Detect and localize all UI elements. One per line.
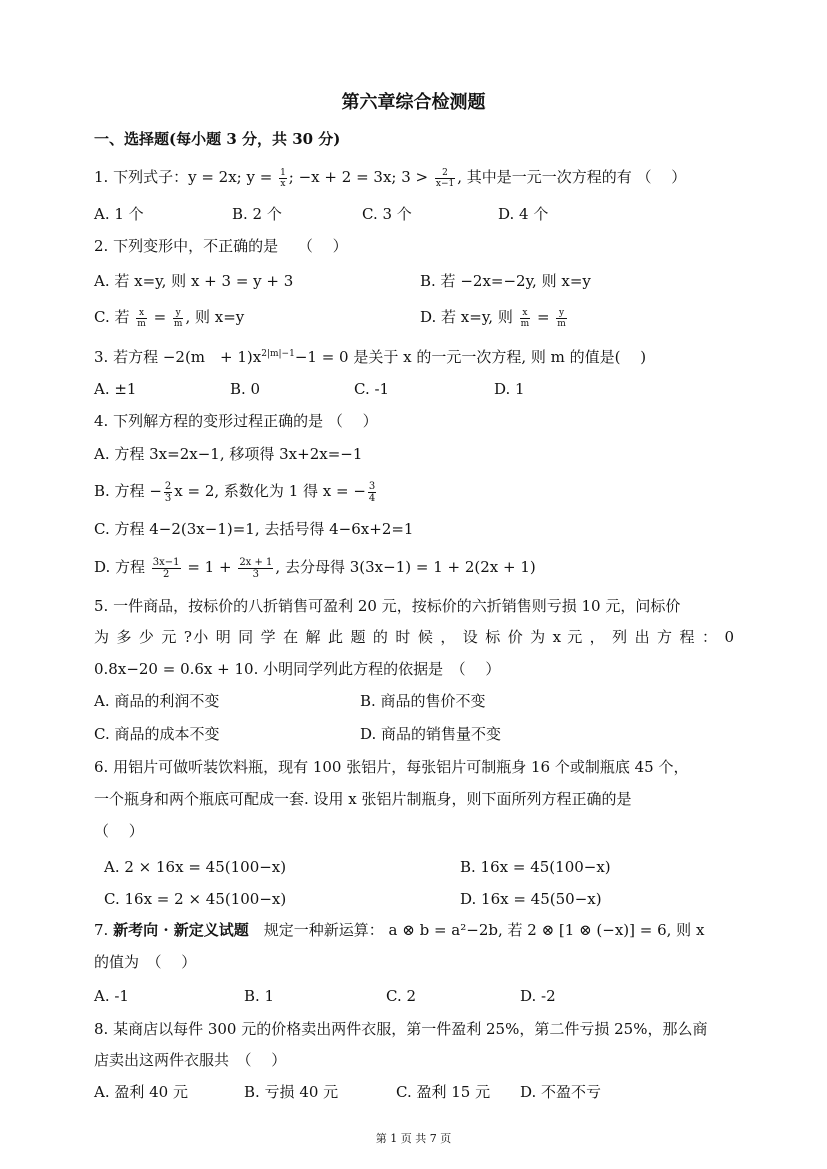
question-8-line-2: 店卖出这两件衣服共 （ ） bbox=[94, 1051, 287, 1069]
question-6-line-3: （ ） bbox=[94, 822, 144, 840]
q1-f2-den: x−1 bbox=[435, 178, 455, 189]
q2-c-frac-2 bbox=[173, 308, 184, 329]
question-6-line-2: 一个瓶身和两个瓶底可配成一套. 设用 x 张铝片制瓶身，则下面所列方程正确的是 bbox=[94, 790, 632, 808]
q5-option-c: C. 商品的成本不变 bbox=[94, 725, 220, 743]
question-5-line-2: 为 多 少 元 ?小 明 同 学 在 解 此 题 的 时 候 ， 设 标 价 为 x 元 ， 列 出 方 程 ： 0 bbox=[94, 628, 734, 646]
q4-d-post: , 去分母得 3(3x−1) = 1 + 2(2x + 1) bbox=[275, 558, 536, 576]
q1-fraction-1 bbox=[279, 168, 287, 189]
q2-option-c bbox=[94, 306, 244, 329]
q1-suffix: , 其中是一元一次方程的有 （ ） bbox=[457, 168, 687, 186]
question-4-stem: 4. 下列解方程的变形过程正确的是 （ ） bbox=[94, 412, 378, 430]
q1-option-b: B. 2 个 bbox=[232, 205, 282, 223]
question-6-line-1: 6. 用铝片可做听装饮料瓶，现有 100 张铝片，每张铝片可制瓶身 16 个或制瓶底 45 个， bbox=[94, 758, 689, 776]
q2-d-d2: m bbox=[557, 318, 566, 329]
q4-b-n1: 2 bbox=[164, 480, 172, 492]
q8-option-d: D. 不盈不亏 bbox=[520, 1083, 602, 1101]
question-5-line-3: 0.8x−20 = 0.6x + 10. 小明同学列此方程的依据是 （ ） bbox=[94, 660, 501, 678]
q6-option-c: C. 16x = 2 × 45(100−x) bbox=[104, 890, 287, 908]
q5-option-d: D. 商品的销售量不变 bbox=[360, 725, 502, 743]
q2-c-n1: x bbox=[136, 308, 147, 319]
q2-d-n1: x bbox=[520, 308, 531, 319]
q4-d-frac-1 bbox=[152, 557, 181, 580]
q7-number: 7. bbox=[94, 921, 114, 939]
q2-c-d1: m bbox=[137, 318, 146, 329]
q4-d-frac-2 bbox=[238, 557, 273, 580]
q4-b-n2: 3 bbox=[368, 480, 376, 492]
q4-d-pre: D. 方程 bbox=[94, 558, 150, 576]
q1-option-a: A. 1 个 bbox=[94, 205, 144, 223]
question-7-line-1 bbox=[94, 919, 704, 941]
q2-option-a: A. 若 x=y, 则 x + 3 = y + 3 bbox=[94, 272, 294, 290]
q4-option-a: A. 方程 3x=2x−1, 移项得 3x+2x=−1 bbox=[94, 445, 363, 463]
question-3-stem bbox=[94, 343, 646, 368]
q1-f1-num: 1 bbox=[280, 167, 286, 178]
q4-option-c: C. 方程 4−2(3x−1)=1, 去括号得 4−6x+2=1 bbox=[94, 520, 414, 538]
q6-option-b: B. 16x = 45(100−x) bbox=[460, 858, 611, 876]
q2-c-post: , 则 x=y bbox=[185, 308, 245, 326]
q3-option-b: B. 0 bbox=[230, 380, 261, 398]
question-7-line-2: 的值为 （ ） bbox=[94, 953, 197, 971]
q4-d-mid: = 1 + bbox=[182, 558, 237, 576]
q4-d-n2: 2x + 1 bbox=[239, 556, 273, 568]
q1-fraction-2 bbox=[435, 168, 455, 189]
q1-option-c: C. 3 个 bbox=[362, 205, 412, 223]
q8-option-b: B. 亏损 40 元 bbox=[244, 1083, 339, 1101]
q3-option-d: D. 1 bbox=[494, 380, 525, 398]
q2-c-n2: y bbox=[173, 308, 184, 319]
q1-option-d: D. 4 个 bbox=[498, 205, 549, 223]
question-8-line-1: 8. 某商店以每件 300 元的价格卖出两件衣服，第一件盈利 25%，第二件亏损 25%，那么商 bbox=[94, 1020, 708, 1038]
q2-c-frac-1 bbox=[136, 308, 147, 329]
q7-option-c: C. 2 bbox=[386, 987, 417, 1005]
q1-mid: ; −x + 2 = 3x; 3 > bbox=[288, 168, 433, 186]
q2-c-eq: = bbox=[148, 308, 171, 326]
q3-option-c: C. -1 bbox=[354, 380, 390, 398]
q2-option-b: B. 若 −2x=−2y, 则 x=y bbox=[420, 272, 591, 290]
q1-f1-den: x bbox=[280, 178, 286, 189]
q2-c-pre: C. 若 bbox=[94, 308, 135, 326]
q4-b-d1: 3 bbox=[164, 492, 172, 504]
q4-option-d bbox=[94, 556, 536, 580]
q8-option-c: C. 盈利 15 元 bbox=[396, 1083, 491, 1101]
q8-option-a: A. 盈利 40 元 bbox=[94, 1083, 188, 1101]
question-2-stem: 2. 下列变形中，不正确的是 （ ） bbox=[94, 237, 348, 255]
q2-c-d2: m bbox=[173, 318, 183, 329]
q2-d-frac-2 bbox=[556, 308, 567, 329]
q1-f2-num: 2 bbox=[435, 168, 455, 179]
q5-option-b: B. 商品的售价不变 bbox=[360, 692, 486, 710]
q4-b-d2: 4 bbox=[368, 492, 376, 504]
q6-option-d: D. 16x = 45(50−x) bbox=[460, 890, 602, 908]
q6-option-a: A. 2 × 16x = 45(100−x) bbox=[104, 858, 287, 876]
q1-prefix: 1. 下列式子：y = 2x; y = bbox=[94, 168, 278, 186]
q3-pre: 3. 若方程 −2(m + 1)x bbox=[94, 348, 262, 366]
q4-d-n1: 3x−1 bbox=[152, 556, 180, 568]
q2-d-eq: = bbox=[532, 308, 555, 326]
q4-d-d1: 2 bbox=[162, 568, 170, 580]
q3-option-a: A. ±1 bbox=[94, 380, 137, 398]
section-heading: 一、选择题(每小题 3 分，共 30 分) bbox=[94, 130, 341, 148]
q5-option-a: A. 商品的利润不变 bbox=[94, 692, 220, 710]
q2-d-n2: y bbox=[556, 308, 567, 319]
q7-option-b: B. 1 bbox=[244, 987, 275, 1005]
q4-option-b bbox=[94, 480, 378, 504]
q4-b-frac-1 bbox=[164, 481, 172, 504]
q7-text: 规定一种新运算： a ⊗ b = a²−2b, 若 2 ⊗ [1 ⊗ (−x)] = 6, 则 x bbox=[248, 921, 705, 939]
q4-b-pre: B. 方程 − bbox=[94, 482, 162, 500]
q4-b-frac-2 bbox=[368, 481, 376, 504]
q4-b-mid: x = 2, 系数化为 1 得 x = − bbox=[174, 482, 366, 500]
q3-exponent: 2|m|−1 bbox=[261, 349, 295, 359]
q2-d-pre: D. 若 x=y, 则 bbox=[420, 308, 518, 326]
q2-d-frac-1 bbox=[520, 308, 531, 329]
page-title: 第六章综合检测题 bbox=[341, 92, 486, 113]
q7-tag: 新考向 · 新定义试题 bbox=[113, 921, 249, 939]
q4-d-d2: 3 bbox=[252, 568, 260, 580]
q2-d-d1: m bbox=[520, 318, 530, 329]
q2-option-d bbox=[420, 306, 569, 329]
q7-option-d: D. -2 bbox=[520, 987, 556, 1005]
q7-option-a: A. -1 bbox=[94, 987, 129, 1005]
q3-post: −1 = 0 是关于 x 的一元一次方程, 则 m 的值是( ) bbox=[294, 348, 647, 366]
question-5-line-1: 5. 一件商品，按标价的八折销售可盈利 20 元，按标价的六折销售则亏损 10 元，问标价 bbox=[94, 597, 681, 615]
question-1-stem bbox=[94, 166, 686, 189]
page-footer: 第 1 页 共 7 页 bbox=[375, 1132, 452, 1145]
